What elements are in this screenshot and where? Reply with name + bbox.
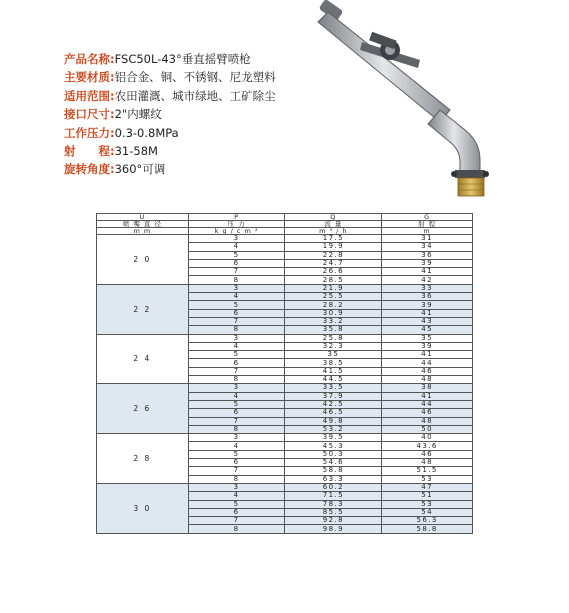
flow-cell: 32.3 xyxy=(285,342,382,350)
flow-cell: 53.2 xyxy=(285,425,382,433)
range-cell: 40 xyxy=(382,434,473,442)
flow-cell: 58.8 xyxy=(285,467,382,475)
pressure-cell: 5 xyxy=(188,301,285,309)
range-cell: 41 xyxy=(382,268,473,276)
flow-cell: 54.6 xyxy=(285,459,382,467)
flow-cell: 19.9 xyxy=(285,243,382,251)
flow-cell: 37.9 xyxy=(285,392,382,400)
range-cell: 44 xyxy=(382,359,473,367)
pressure-cell: 3 xyxy=(188,235,285,243)
pressure-cell: 5 xyxy=(188,251,285,259)
spec-row xyxy=(64,160,364,178)
spec-label: 接口尺寸: xyxy=(64,107,115,122)
flow-cell: 35.8 xyxy=(285,326,382,334)
header-code: G xyxy=(382,214,473,221)
flow-cell: 45.3 xyxy=(285,442,382,450)
header-name: 射 程 xyxy=(382,221,473,228)
range-cell: 39 xyxy=(382,259,473,267)
range-cell: 58.8 xyxy=(382,525,473,533)
pressure-cell: 5 xyxy=(188,351,285,359)
pressure-cell: 7 xyxy=(188,317,285,325)
spec-label: 射 程: xyxy=(64,143,115,158)
table-row xyxy=(97,235,473,243)
pressure-cell: 6 xyxy=(188,359,285,367)
flow-cell: 26.6 xyxy=(285,268,382,276)
pressure-cell: 6 xyxy=(188,508,285,516)
pressure-cell: 6 xyxy=(188,459,285,467)
range-cell: 31 xyxy=(382,235,473,243)
spec-label: 产品名称: xyxy=(64,52,115,66)
range-cell: 54 xyxy=(382,508,473,516)
range-cell: 51 xyxy=(382,492,473,500)
flow-cell: 42.5 xyxy=(285,400,382,408)
flow-cell: 71.5 xyxy=(285,492,382,500)
pressure-cell: 8 xyxy=(188,425,285,433)
spec-label: 适用范围: xyxy=(64,88,115,103)
flow-cell: 38.5 xyxy=(285,359,382,367)
range-cell: 38 xyxy=(382,384,473,392)
pressure-cell: 6 xyxy=(188,409,285,417)
spec-row xyxy=(64,142,364,160)
range-cell: 36 xyxy=(382,293,473,301)
header-name: 压 力 xyxy=(188,221,285,228)
flow-cell: 46.5 xyxy=(285,409,382,417)
header-unit: m xyxy=(382,228,473,235)
range-cell: 41 xyxy=(382,392,473,400)
table-row xyxy=(97,434,473,442)
range-cell: 33 xyxy=(382,284,473,292)
header-unit: k g / c m ² xyxy=(188,228,285,235)
range-cell: 51.5 xyxy=(382,467,473,475)
header-unit-row xyxy=(97,228,473,235)
range-cell: 46 xyxy=(382,450,473,458)
flow-cell: 33.2 xyxy=(285,317,382,325)
range-cell: 46 xyxy=(382,409,473,417)
spec-value: 农田灌溉、城市绿地、工矿除尘 xyxy=(114,88,276,103)
product-specs xyxy=(64,50,364,179)
pressure-cell: 3 xyxy=(188,284,285,292)
flow-cell: 63.3 xyxy=(285,475,382,483)
header-code: P xyxy=(188,214,285,221)
spec-label: 工作压力: xyxy=(64,125,115,140)
range-cell: 45 xyxy=(382,326,473,334)
pressure-cell: 5 xyxy=(188,400,285,408)
pressure-cell: 3 xyxy=(188,434,285,442)
pressure-cell: 8 xyxy=(188,376,285,384)
header-name: 流 量 xyxy=(285,221,382,228)
pressure-cell: 4 xyxy=(188,293,285,301)
flow-cell: 17.5 xyxy=(285,235,382,243)
flow-cell: 98.9 xyxy=(285,525,382,533)
pressure-cell: 3 xyxy=(188,483,285,491)
flow-cell: 25.5 xyxy=(285,293,382,301)
header-unit: m m xyxy=(97,228,189,235)
pressure-cell: 4 xyxy=(188,342,285,350)
pressure-cell: 7 xyxy=(188,417,285,425)
flow-cell: 21.9 xyxy=(285,284,382,292)
range-cell: 43.6 xyxy=(382,442,473,450)
spec-row xyxy=(64,50,364,68)
range-cell: 48 xyxy=(382,376,473,384)
flow-cell: 28.2 xyxy=(285,301,382,309)
header-code: Q xyxy=(285,214,382,221)
flow-cell: 25.8 xyxy=(285,334,382,342)
flow-cell: 39.5 xyxy=(285,434,382,442)
range-cell: 42 xyxy=(382,276,473,284)
table-row xyxy=(97,334,473,342)
pressure-cell: 8 xyxy=(188,475,285,483)
pressure-cell: 7 xyxy=(188,367,285,375)
header-code: U xyxy=(97,214,189,221)
table-row xyxy=(97,284,473,292)
range-cell: 41 xyxy=(382,309,473,317)
range-cell: 53 xyxy=(382,500,473,508)
pressure-cell: 8 xyxy=(188,525,285,533)
pressure-cell: 7 xyxy=(188,467,285,475)
range-cell: 48 xyxy=(382,459,473,467)
range-cell: 56.3 xyxy=(382,517,473,525)
spec-row xyxy=(64,124,364,142)
flow-cell: 49.8 xyxy=(285,417,382,425)
spec-value: 31-58M xyxy=(114,143,158,158)
spec-value: 0.3-0.8MPa xyxy=(114,125,179,140)
flow-cell: 44.5 xyxy=(285,376,382,384)
range-cell: 35 xyxy=(382,334,473,342)
flow-cell: 41.5 xyxy=(285,367,382,375)
pressure-cell: 6 xyxy=(188,259,285,267)
range-cell: 50 xyxy=(382,425,473,433)
pressure-cell: 3 xyxy=(188,384,285,392)
spec-label: 旋转角度: xyxy=(64,162,115,177)
flow-cell: 50.3 xyxy=(285,450,382,458)
flow-cell: 28.5 xyxy=(285,276,382,284)
spec-value: 360°可调 xyxy=(114,162,166,177)
pressure-cell: 5 xyxy=(188,450,285,458)
pressure-cell: 4 xyxy=(188,392,285,400)
range-cell: 36 xyxy=(382,251,473,259)
range-cell: 41 xyxy=(382,351,473,359)
flow-cell: 60.2 xyxy=(285,483,382,491)
pressure-cell: 7 xyxy=(188,517,285,525)
spec-label: 主要材质: xyxy=(64,70,115,85)
table-row xyxy=(97,483,473,491)
nozzle-diameter-cell: 2 4 xyxy=(97,334,189,384)
nozzle-diameter-cell: 3 0 xyxy=(97,483,189,533)
range-cell: 53 xyxy=(382,475,473,483)
flow-cell: 35 xyxy=(285,351,382,359)
table-row xyxy=(97,384,473,392)
range-cell: 43 xyxy=(382,317,473,325)
flow-cell: 30.9 xyxy=(285,309,382,317)
pressure-cell: 8 xyxy=(188,326,285,334)
flow-cell: 22.8 xyxy=(285,251,382,259)
pressure-cell: 4 xyxy=(188,442,285,450)
pressure-cell: 3 xyxy=(188,334,285,342)
range-cell: 47 xyxy=(382,483,473,491)
range-cell: 44 xyxy=(382,400,473,408)
spec-value: 2"内螺纹 xyxy=(114,107,162,122)
pressure-cell: 5 xyxy=(188,500,285,508)
flow-cell: 85.5 xyxy=(285,508,382,516)
header-unit: m ³ / h xyxy=(285,228,382,235)
flow-cell: 78.3 xyxy=(285,500,382,508)
range-cell: 34 xyxy=(382,243,473,251)
spec-row xyxy=(64,87,364,105)
pressure-cell: 8 xyxy=(188,276,285,284)
range-cell: 46 xyxy=(382,367,473,375)
spec-value: FSC50L-43°垂直摇臂喷枪 xyxy=(114,52,251,66)
pressure-cell: 4 xyxy=(188,243,285,251)
range-cell: 48 xyxy=(382,417,473,425)
performance-table xyxy=(96,213,473,534)
nozzle-diameter-cell: 2 6 xyxy=(97,384,189,434)
nozzle-diameter-cell: 2 2 xyxy=(97,284,189,334)
flow-cell: 24.7 xyxy=(285,259,382,267)
range-cell: 39 xyxy=(382,301,473,309)
pressure-cell: 4 xyxy=(188,492,285,500)
spec-row xyxy=(64,68,364,86)
spec-row xyxy=(64,105,364,123)
spec-value: 铝合金、铜、不锈钢、尼龙塑料 xyxy=(114,70,276,85)
header-name-row xyxy=(97,221,473,228)
header-name: 喷 嘴 直 径 xyxy=(97,221,189,228)
nozzle-diameter-cell: 2 8 xyxy=(97,434,189,484)
pressure-cell: 7 xyxy=(188,268,285,276)
flow-cell: 33.5 xyxy=(285,384,382,392)
nozzle-diameter-cell: 2 0 xyxy=(97,235,189,285)
range-cell: 39 xyxy=(382,342,473,350)
flow-cell: 92.8 xyxy=(285,517,382,525)
pressure-cell: 6 xyxy=(188,309,285,317)
